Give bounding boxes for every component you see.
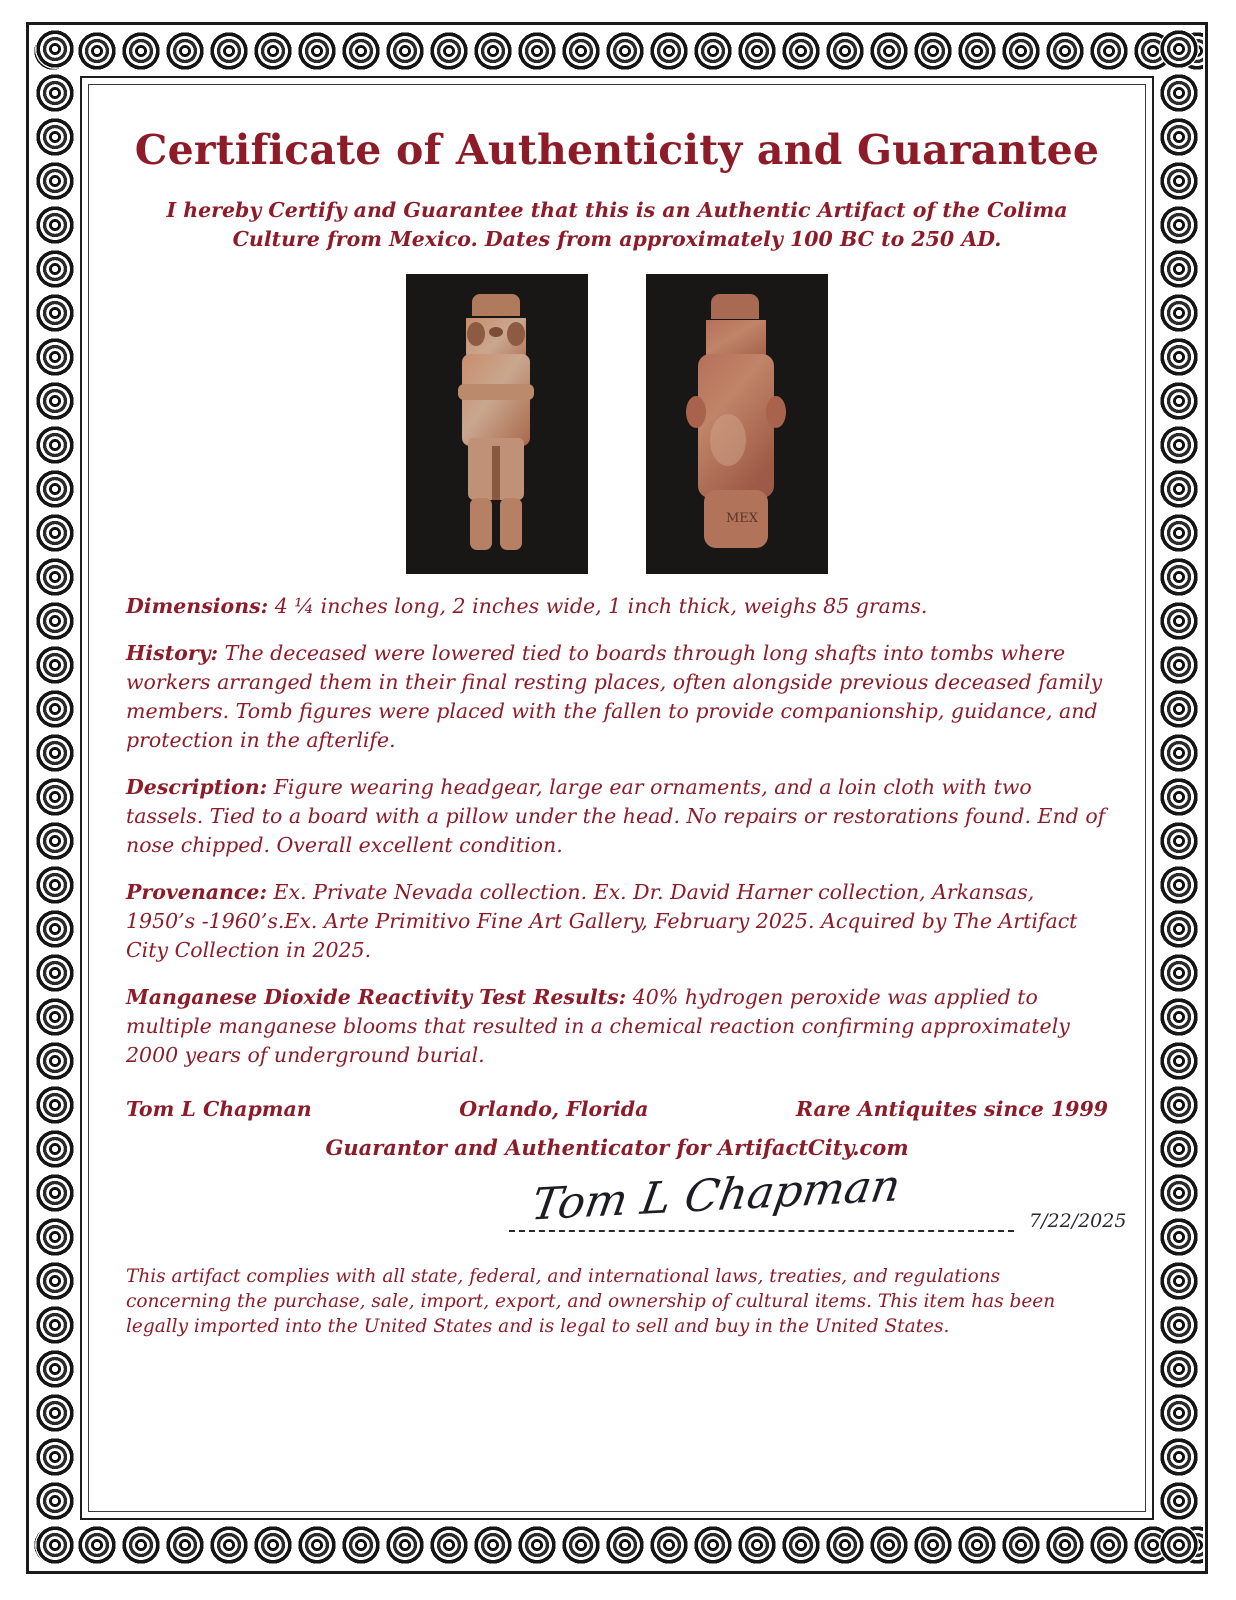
border-ring [1159, 1085, 1199, 1125]
border-ring [693, 31, 733, 71]
border-ring [1159, 73, 1199, 113]
border-ring [561, 31, 601, 71]
border-ring [35, 249, 75, 289]
section-description [126, 773, 1108, 861]
border-ring [1159, 29, 1199, 69]
border-ring [35, 161, 75, 201]
border-ring [1159, 821, 1199, 861]
border-ring [429, 31, 469, 71]
border-ring [1159, 469, 1199, 509]
signer-row [104, 1097, 1130, 1121]
border-ring [1159, 909, 1199, 949]
border-ring [35, 601, 75, 641]
border-ring [825, 31, 865, 71]
border-ring [35, 1041, 75, 1081]
border-ring [35, 821, 75, 861]
border-ring [35, 953, 75, 993]
border-ring [35, 1173, 75, 1213]
border-ring [1045, 1525, 1085, 1565]
border-ring [1089, 1525, 1129, 1565]
border-ring [649, 31, 689, 71]
section-dimensions [126, 592, 1108, 621]
border-band-bottom [31, 1521, 1203, 1569]
border-ring [35, 1525, 75, 1565]
border-ring [35, 381, 75, 421]
border-ring [1045, 31, 1085, 71]
signer-tagline: Rare Antiquites since 1999 [795, 1096, 1108, 1121]
section-history [126, 639, 1108, 756]
border-ring [957, 31, 997, 71]
border-ring [209, 31, 249, 71]
border-ring [1001, 1525, 1041, 1565]
border-ring [35, 557, 75, 597]
border-ring [1159, 1041, 1199, 1081]
border-ring [1159, 1129, 1199, 1169]
border-ring [35, 513, 75, 553]
border-ring [1159, 205, 1199, 245]
signer-location: Orlando, Florida [459, 1096, 649, 1121]
border-ring [1159, 117, 1199, 157]
section-provenance [126, 878, 1108, 966]
border-ring [35, 1305, 75, 1345]
border-ring [297, 1525, 337, 1565]
border-ring [385, 31, 425, 71]
border-ring [341, 1525, 381, 1565]
border-ring [1159, 1393, 1199, 1433]
border-ring [35, 1217, 75, 1257]
border-ring [35, 425, 75, 465]
border-band-right [1155, 27, 1203, 1569]
border-ring [1159, 1349, 1199, 1389]
border-ring [35, 337, 75, 377]
section-provenance-text: Ex. Private Nevada collection. Ex. Dr. David Harner collection, Arkansas, 1950’s -1960’s.Ex. Arte Primitivo Fine Art Gallery, February 2025. Acquired by The Artifact City Collection in 2025. [126, 879, 1078, 963]
border-ring [473, 1525, 513, 1565]
section-provenance-label: Provenance: [126, 879, 268, 904]
border-ring [1089, 31, 1129, 71]
section-manganese-test [126, 983, 1108, 1071]
border-ring [561, 1525, 601, 1565]
border-ring [869, 1525, 909, 1565]
border-ring [781, 31, 821, 71]
border-band-left [31, 27, 79, 1569]
signature-date: 7/22/2025 [1029, 1209, 1127, 1232]
border-ring [517, 1525, 557, 1565]
border-ring [1159, 777, 1199, 817]
border-ring [35, 205, 75, 245]
border-ring [1159, 513, 1199, 553]
section-dimensions-label: Dimensions: [126, 594, 269, 619]
signature-line [509, 1230, 1014, 1232]
border-ring [429, 1525, 469, 1565]
border-ring [35, 1349, 75, 1389]
section-manganese-test-label: Manganese Dioxide Reactivity Test Results: [126, 984, 627, 1009]
border-ring [35, 1261, 75, 1301]
border-ring [1159, 1481, 1199, 1521]
certificate-title: Certificate of Authenticity and Guarantee [134, 126, 1100, 174]
border-ring [825, 1525, 865, 1565]
border-ring [35, 293, 75, 333]
signer-name: Tom L Chapman [126, 1096, 312, 1121]
signature-area [104, 1160, 1130, 1254]
border-ring [1159, 425, 1199, 465]
border-band-top [31, 27, 1203, 75]
border-ring [341, 31, 381, 71]
border-ring [1159, 733, 1199, 773]
border-ring [35, 777, 75, 817]
signature-script: Tom L Chapman [528, 1160, 904, 1231]
border-ring [35, 73, 75, 113]
border-ring [1159, 293, 1199, 333]
border-ring [1159, 249, 1199, 289]
border-ring [77, 1525, 117, 1565]
section-description-text: Figure wearing headgear, large ear ornaments, and a loin cloth with two tassels. Tied to a board with a pillow under the head. No repairs or restorations found. End of nose chipped. Overall excellent condition. [126, 774, 1106, 858]
border-ring [1159, 645, 1199, 685]
svg-text:MEX: MEX [726, 511, 759, 527]
certificate-content [104, 100, 1130, 1496]
border-ring [35, 1437, 75, 1477]
border-ring [869, 31, 909, 71]
section-history-text: The deceased were lowered tied to boards through long shafts into tombs where workers arranged them in their final resting places, often alongside previous deceased family members. Tomb figures were placed with the fallen to provide companionship, guidance, and protection in the afterlife. [126, 640, 1103, 753]
guarantor-role: Guarantor and Authenticator for ArtifactCity.com [325, 1134, 909, 1160]
border-ring [1001, 31, 1041, 71]
border-ring [957, 1525, 997, 1565]
border-ring [737, 1525, 777, 1565]
border-ring [1159, 865, 1199, 905]
border-ring [35, 29, 75, 69]
artifact-front-illustration [444, 288, 548, 560]
border-ring [693, 1525, 733, 1565]
border-ring [35, 645, 75, 685]
border-ring [121, 1525, 161, 1565]
border-ring [1159, 689, 1199, 729]
border-ring [1159, 1525, 1199, 1565]
border-ring [605, 1525, 645, 1565]
border-ring [35, 1085, 75, 1125]
artifact-front-photo [406, 274, 588, 574]
section-description-label: Description: [126, 774, 268, 799]
legal-notice: This artifact complies with all state, federal, and international laws, treaties, and regulations concerning the purchase, sale, import, export, and ownership of cultural items. This item has been legally imported into the United States and is legal to sell and buy in the United States. [126, 1265, 1056, 1337]
artifact-back-photo [646, 274, 828, 574]
border-ring [35, 1393, 75, 1433]
border-ring [737, 31, 777, 71]
artifact-photos [104, 274, 1130, 574]
border-ring [253, 31, 293, 71]
border-ring [1159, 557, 1199, 597]
border-ring [1159, 997, 1199, 1037]
border-ring [35, 469, 75, 509]
certificate-subtitle: I hereby Certify and Guarantee that this is an Authentic Artifact of the Colima Culture from Mexico. Dates from approximately 100 BC to 250 AD. [166, 198, 1068, 252]
section-history-label: History: [126, 640, 219, 665]
border-ring [77, 31, 117, 71]
border-ring [35, 689, 75, 729]
border-ring [473, 31, 513, 71]
border-ring [35, 1481, 75, 1521]
border-ring [35, 1129, 75, 1169]
border-ring [1159, 381, 1199, 421]
section-manganese-test-text: 40% hydrogen peroxide was applied to multiple manganese blooms that resulted in a chemical reaction confirming approximately 2000 years of underground burial. [126, 984, 1070, 1068]
border-ring [165, 1525, 205, 1565]
border-ring [517, 31, 557, 71]
border-ring [1159, 953, 1199, 993]
border-ring [35, 865, 75, 905]
border-ring [781, 1525, 821, 1565]
border-ring [209, 1525, 249, 1565]
border-ring [1159, 1217, 1199, 1257]
border-ring [1159, 1261, 1199, 1301]
border-ring [35, 733, 75, 773]
border-ring [165, 31, 205, 71]
border-ring [913, 31, 953, 71]
border-ring [605, 31, 645, 71]
border-ring [1159, 1173, 1199, 1213]
artifact-back-illustration [682, 290, 790, 558]
border-ring [649, 1525, 689, 1565]
border-ring [385, 1525, 425, 1565]
border-ring [1159, 601, 1199, 641]
border-ring [121, 31, 161, 71]
border-ring [297, 31, 337, 71]
border-ring [1159, 1305, 1199, 1345]
section-dimensions-text: 4 ¼ inches long, 2 inches wide, 1 inch thick, weighs 85 grams. [268, 594, 928, 619]
border-ring [1159, 1437, 1199, 1477]
border-ring [1159, 337, 1199, 377]
border-ring [35, 117, 75, 157]
certificate-sections [104, 592, 1130, 1070]
border-ring [1159, 161, 1199, 201]
border-ring [253, 1525, 293, 1565]
border-ring [35, 997, 75, 1037]
border-ring [35, 909, 75, 949]
border-ring [913, 1525, 953, 1565]
